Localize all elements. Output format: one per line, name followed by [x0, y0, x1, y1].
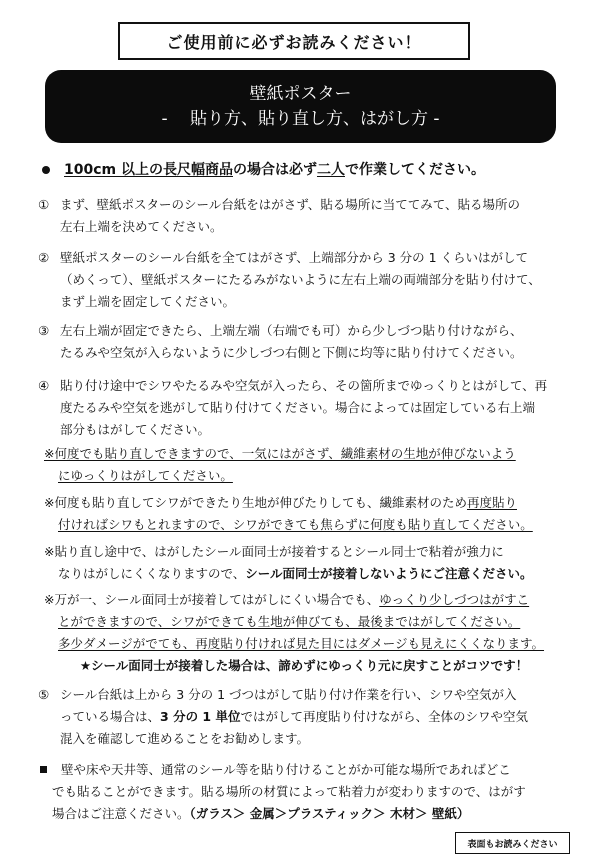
note-line: ※何度でも貼り直しできますので、一気にはがさず、繊維素材の生地が伸びないよう	[44, 446, 516, 461]
banner-title: 壁紙ポスター	[249, 83, 352, 104]
headline-part-c: 二人	[316, 162, 345, 178]
surface-line: でも貼ることができます。貼る場所の材質によって粘着力が変わりますので、はがす	[52, 784, 526, 799]
note-line: とができますので、シワができても生地が伸びても、最後まではがしてください。	[58, 614, 521, 629]
step-text: っている場合は、	[60, 709, 161, 724]
headline-part-b: の場合は必ず	[232, 162, 317, 178]
note-line: ※貼り直し途中で、はがしたシール面同士が接着するとシール同士で粘着が強力に	[44, 544, 504, 559]
surface-text-bold: （ガラス＞ 金属＞プラスティック＞ 木材＞ 壁紙）	[189, 806, 470, 821]
step-line: まず、壁紙ポスターのシール台紙をはがさず、貼る場所に当ててみて、貼る場所の	[60, 197, 521, 212]
note-2	[44, 492, 564, 536]
surface-text: 場合はご注意ください。	[52, 806, 190, 821]
notice-box	[118, 22, 470, 60]
surface-line: 壁や床や天井等、通常のシール等を貼り付けることがか可能な場所であればどこ	[61, 762, 511, 777]
note-text: なりはがしにくくなりますので、	[58, 566, 246, 581]
step-line: シール台紙は上から 3 分の 1 づつはがして貼り付け作業を行い、シワや空気が入	[60, 687, 517, 702]
step-4	[38, 375, 568, 441]
surface-note	[38, 759, 568, 825]
step-line: たるみや空気が入らないように少しづつ右側と下側に均等に貼り付けてください。	[60, 345, 523, 360]
note-text-bold: シール面同士が接着しないようにご注意ください。	[245, 566, 533, 581]
step-line: 左右上端を決めてください。	[60, 219, 223, 234]
step-2	[38, 247, 568, 313]
step-3	[38, 320, 568, 364]
step-1	[38, 194, 568, 238]
square-bullet-icon	[40, 766, 47, 773]
step-line: 壁紙ポスターのシール台紙を全てはがさず、上端部分から 3 分の 1 くらいはがして	[60, 250, 529, 265]
note-line: 付ければシワもとれますので、シワができても焦らずに何度も貼り直してください。	[58, 517, 533, 532]
step-line: 度たるみや空気を逃がして貼り付けてください。場合によっては固定している右上端	[60, 400, 536, 415]
step-number: ②	[38, 250, 50, 265]
note-1	[44, 443, 564, 487]
step-number: ⑤	[38, 687, 50, 702]
note-text-underlined: ゆっくり少しづつはがすこ	[379, 592, 530, 607]
footer-text: 表面もお読みください	[467, 839, 558, 850]
note-line: にゆっくりはがしてください。	[58, 468, 233, 483]
banner-subtitle: - 貼り方、貼り直し方、はがし方 -	[161, 108, 440, 129]
title-banner	[45, 70, 556, 143]
note-text: ※万が一、シール面同士が接着してはがしにくい場合でも、	[44, 592, 380, 607]
step-text-bold: 3 分の 1 単位	[160, 709, 241, 724]
step-text: ではがして再度貼り付けながら、全体のシワや空気	[240, 709, 528, 724]
note-tip: ★シール面同士が接着した場合は、諦めずにゆっくり元に戻すことがコツです！	[79, 658, 529, 673]
step-line: 左右上端が固定できたら、上端左端（右端でも可）から少しづつ貼り付けながら、	[60, 323, 523, 338]
step-line: 混入を確認して進めることをお勧めします。	[60, 731, 310, 746]
step-number: ④	[38, 378, 50, 393]
notice-text: ご使用前に必ずお読みください！	[166, 32, 422, 52]
step-line: （めくって）、壁紙ポスターにたるみがないように左右上端の両端部分を貼り付けて、	[60, 272, 541, 287]
headline-part-d: で作業してください。	[344, 162, 485, 178]
note-text-underlined: 再度貼り	[466, 495, 517, 510]
note-text: ※何度も貼り直してシワができたり生地が伸びたりしても、繊維素材のため	[44, 495, 467, 510]
step-line: 貼り付け途中でシワやたるみや空気が入ったら、その箇所までゆっくりとはがして、再	[60, 378, 548, 393]
step-line: 部分もはがしてください。	[60, 422, 211, 437]
footer-box	[455, 832, 570, 854]
note-line: 多少ダメージがでても、再度貼り付ければ見た目にはダメージも見えにくくなります。	[58, 636, 545, 651]
headline-part-a: 100cm 以上の長尺幅商品	[64, 162, 233, 178]
note-3	[44, 541, 564, 585]
step-5	[38, 684, 568, 750]
note-4	[44, 589, 564, 677]
step-number: ①	[38, 197, 50, 212]
step-number: ③	[38, 323, 50, 338]
bullet-icon	[42, 166, 50, 174]
headline	[38, 159, 568, 181]
step-line: まず上端を固定してください。	[60, 294, 236, 309]
